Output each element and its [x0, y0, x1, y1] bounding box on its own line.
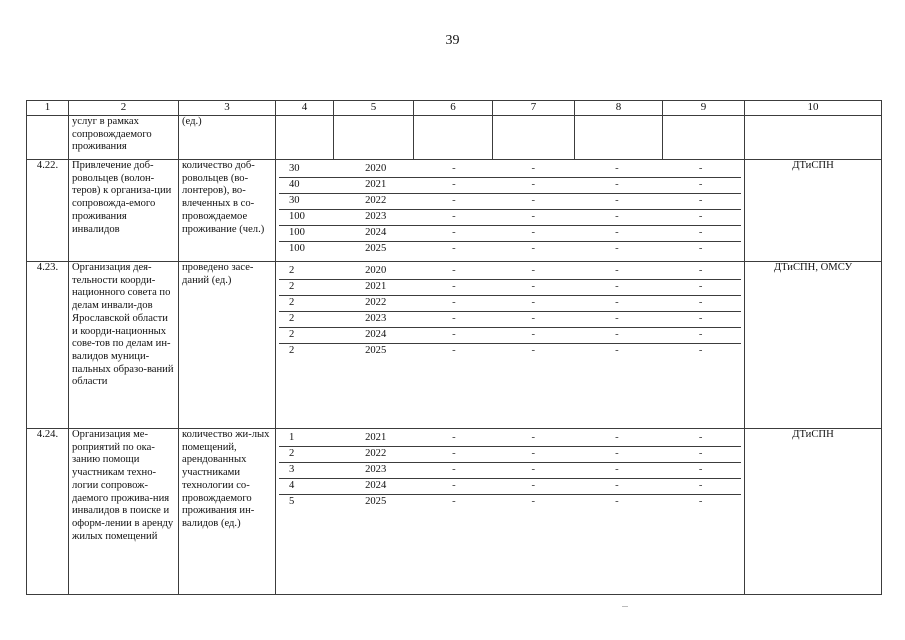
- column-header: 3: [179, 101, 276, 116]
- empty-cell: [663, 116, 745, 160]
- year-row: 100 2023 - - - -: [279, 210, 741, 226]
- empty-cell: [575, 116, 663, 160]
- yearly-values: [276, 262, 745, 429]
- program-activities-table: [26, 100, 882, 595]
- item-indicator: количество жи-лых помещений, арендованных участниками технологии со-провождаемого проживания ин-валидов (ед.): [179, 429, 276, 595]
- column-header: 9: [663, 101, 745, 116]
- empty-cell: [276, 116, 334, 160]
- header-row: [27, 101, 882, 116]
- year-row: 2 2022 - - - -: [279, 447, 741, 463]
- year-row: 5 2025 - - - -: [289, 496, 703, 507]
- item-executor: ДТиСПН: [745, 160, 882, 262]
- year-row: 30 2020 - - - -: [279, 162, 741, 178]
- year-row: 100 2024 - - - -: [279, 226, 741, 242]
- yearly-values: [276, 429, 745, 595]
- item-number: 4.23.: [27, 262, 69, 429]
- year-row: 2 2021 - - - -: [279, 280, 741, 296]
- item-executor: ДТиСПН: [745, 429, 882, 595]
- continued-row: [27, 116, 882, 160]
- table-row: [27, 262, 882, 429]
- item-indicator: проведено засе-даний (ед.): [179, 262, 276, 429]
- empty-cell: [745, 116, 882, 160]
- column-header: 6: [414, 101, 493, 116]
- year-row: 2 2024 - - - -: [279, 328, 741, 344]
- column-header: 5: [334, 101, 414, 116]
- page-number: 39: [445, 33, 460, 48]
- empty-cell: [414, 116, 493, 160]
- column-header: 10: [745, 101, 882, 116]
- column-header: 8: [575, 101, 663, 116]
- year-row: 3 2023 - - - -: [279, 463, 741, 479]
- column-header: 7: [493, 101, 575, 116]
- continued-indicator: (ед.): [179, 116, 276, 160]
- table-row: [27, 429, 882, 595]
- item-description: Привлечение доб-ровольцев (волон-теров) к организа-ции сопровожда-емого проживания инвалидов: [69, 160, 179, 262]
- table-row: [27, 160, 882, 262]
- item-description: Организация ме-роприятий по ока-занию помощи участникам техно-логии сопровож-даемого прожива-ния инвалидов в поиске и оформ-лении в аренду жилых помещений: [69, 429, 179, 595]
- empty-cell: [334, 116, 414, 160]
- item-indicator: количество доб-ровольцев (во-лонтеров), во-влеченных в со-провождаемое проживание (чел.): [179, 160, 276, 262]
- item-number: 4.22.: [27, 160, 69, 262]
- year-row: 40 2021 - - - -: [279, 178, 741, 194]
- year-row: 1 2021 - - - -: [279, 431, 741, 447]
- empty-cell: [493, 116, 575, 160]
- yearly-values: [276, 160, 745, 262]
- item-executor: ДТиСПН, ОМСУ: [745, 262, 882, 429]
- year-row: 2 2023 - - - -: [279, 312, 741, 328]
- year-row: 2 2020 - - - -: [279, 264, 741, 280]
- continued-description: услуг в рамках сопровождаемого проживания: [69, 116, 179, 160]
- year-row: 2 2022 - - - -: [279, 296, 741, 312]
- year-row: 100 2025 - - - -: [289, 243, 703, 254]
- year-row: 2 2025 - - - -: [289, 345, 703, 356]
- continued-num-cell: [27, 116, 69, 160]
- item-description: Организация дея-тельности коорди-национного совета по делам инвали-дов Ярославской области и коорди-национных сове-тов по делам ин-валидов муници-пальных образо-ваний области: [69, 262, 179, 429]
- scan-speck: [622, 606, 628, 607]
- item-number: 4.24.: [27, 429, 69, 595]
- year-row: 4 2024 - - - -: [279, 479, 741, 495]
- column-header: 1: [27, 101, 69, 116]
- column-header: 4: [276, 101, 334, 116]
- column-header: 2: [69, 101, 179, 116]
- year-row: 30 2022 - - - -: [279, 194, 741, 210]
